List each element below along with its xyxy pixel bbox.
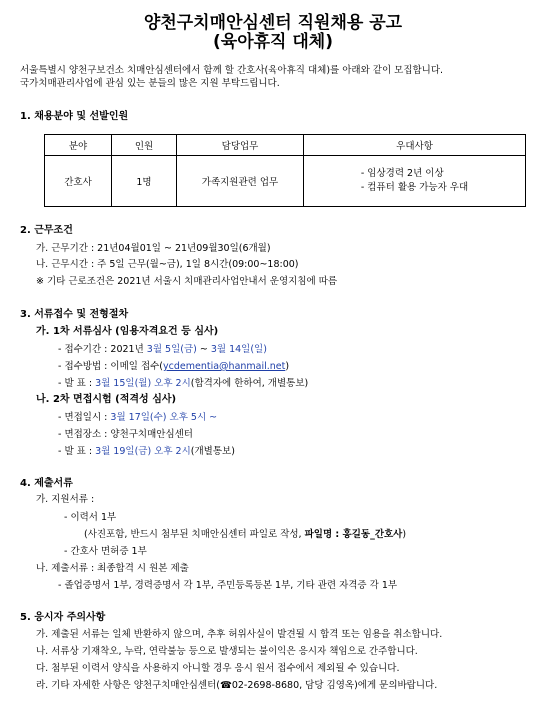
notice-c: 다. 첨부된 이력서 양식을 사용하지 아니할 경우 응시 원서 접수에서 제외될 수 있습니다. [36,663,400,674]
recruitment-table [44,134,526,207]
receipt-period: - 접수기간 : 2021년 3월 5일(금) ~ 3월 14일(일) [58,344,267,355]
receipt-method: - 접수방법 : 이메일 접수(ycdementia@hanmail.net) [58,361,290,372]
section-2-heading: 2. 근무조건 [20,225,73,236]
final-docs-list: - 졸업증명서 1부, 경력증명서 각 1부, 주민등록등본 1부, 기타 관련 자격증 각 1부 [58,580,398,591]
header-count: 인원 [112,135,177,156]
notice-d: 라. 기타 자세한 사항은 양천구치매안심센터(☎02-2698-8680, 담당 김영옥)에게 문의바랍니다. [36,680,438,691]
preference-1: - 임상경력 2년 이상 [360,168,444,179]
cell-count: 1명 [112,156,177,207]
section-1-heading: 1. 채용분야 및 선발인원 [20,111,129,122]
application-docs-label: 가. 지원서류 : [36,494,95,505]
header-field: 분야 [45,135,112,156]
stage-2-heading: 나. 2차 면접시험 (적격성 심사) [36,394,177,405]
header-duty: 담당업무 [177,135,304,156]
table-header-row [45,135,526,156]
notice-a: 가. 제출된 서류는 일체 반환하지 않으며, 추후 허위사실이 발견될 시 합격 또는 임용을 취소합니다. [36,629,443,640]
stage-1-heading: 가. 1차 서류심사 (임용자격요건 등 심사) [36,326,219,337]
cell-preference [304,156,526,207]
resume-item: - 이력서 1부 [64,512,117,523]
final-docs-label: 나. 제출서류 : 최종합격 시 원본 제출 [36,563,189,574]
work-period: 가. 근무기간 : 21년04월01일 ~ 21년09월30일(6개월) [36,243,271,254]
posting-subtitle: (육아휴직 대체) [213,32,333,52]
interview-place: - 면접장소 : 양천구치매안심센터 [58,429,193,440]
table-row [45,156,526,207]
section-5-heading: 5. 응시자 주의사항 [20,612,106,623]
cell-field: 간호사 [45,156,112,207]
intro-line-1: 서울특별시 양천구보건소 치매안심센터에서 함께 할 간호사(육아휴직 대체)를 아래와 같이 모집합니다. [20,65,444,76]
interview-time: - 면접일시 : 3월 17일(수) 오후 5시 ~ [58,412,218,423]
cell-duty: 가족지원관련 업무 [177,156,304,207]
posting-title: 양천구치매안심센터 직원채용 공고 [143,13,403,33]
notice-b: 나. 서류상 기재착오, 누락, 연락불능 등으로 발생되는 불이익은 응시자 책임으로 간주합니다. [36,646,418,657]
work-note: ※ 기타 근로조건은 2021년 서울시 치매관리사업안내서 운영지침에 따름 [36,276,338,287]
resume-note: (사진포함, 반드시 첨부된 치매안심센터 파일로 작성, 파일명 : 홍길동_간호사) [84,529,407,540]
section-4-heading: 4. 제출서류 [20,478,73,489]
preference-2: - 컴퓨터 활용 가능자 우대 [360,182,469,193]
license-item: - 간호사 면허증 1부 [64,546,147,557]
intro-line-2: 국가치매관리사업에 관심 있는 분들의 많은 지원 부탁드립니다. [20,78,280,89]
header-preference: 우대사항 [304,135,526,156]
work-hours: 나. 근무시간 : 주 5일 근무(월~금), 1일 8시간(09:00~18:00) [36,259,299,270]
stage-2-announcement: - 발 표 : 3월 19일(금) 오후 2시(개별통보) [58,446,235,457]
stage-1-announcement: - 발 표 : 3월 15일(월) 오후 2시(합격자에 한하여, 개별통보) [58,378,309,389]
email-link[interactable]: ycdementia@hanmail.net [163,361,286,372]
section-3-heading: 3. 서류접수 및 전형절차 [20,309,129,320]
